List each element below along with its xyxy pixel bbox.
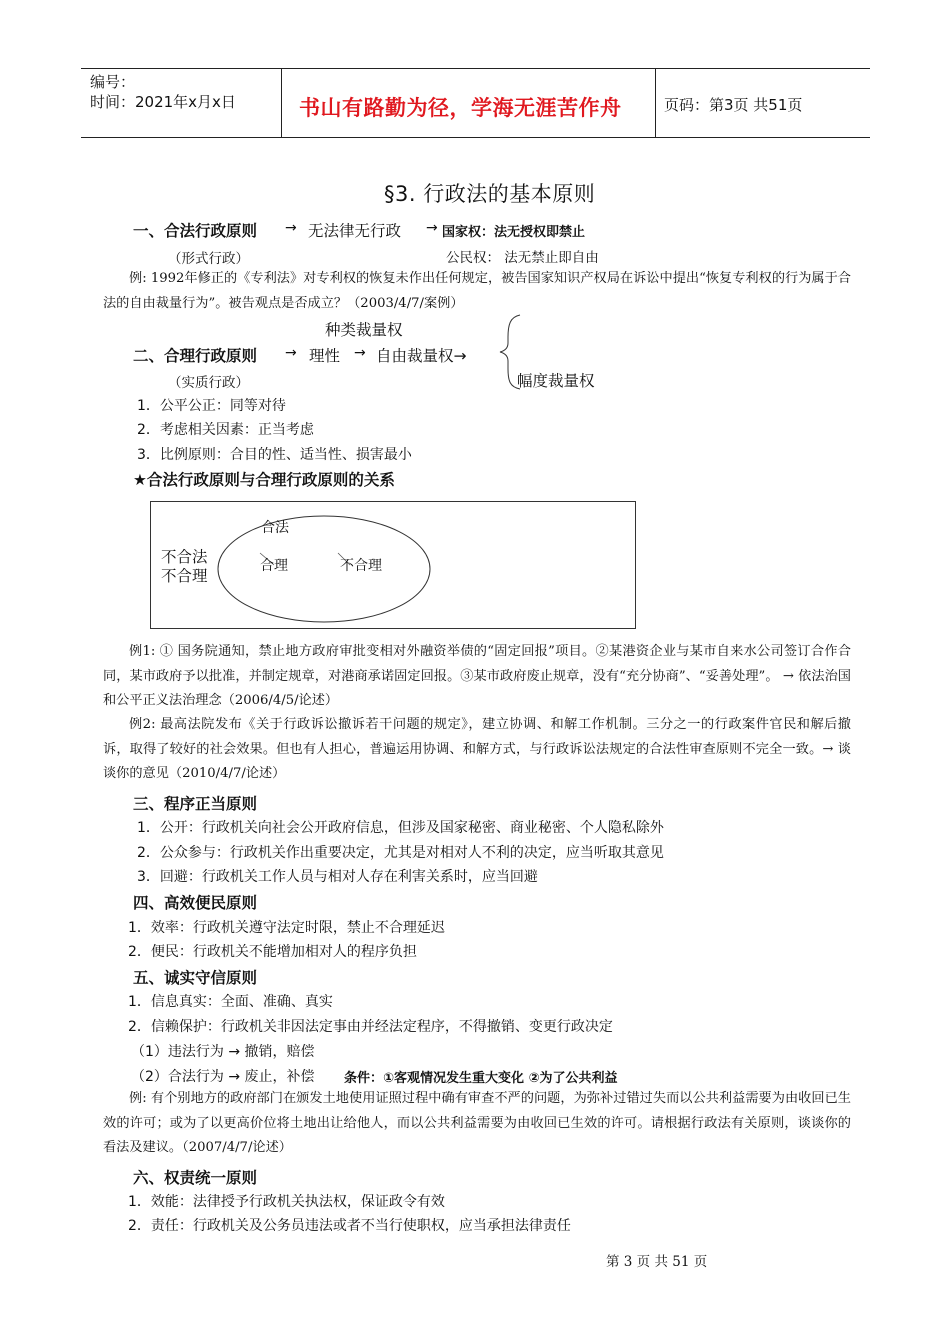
arrow: → [426, 220, 438, 236]
doc-time-label: 时间：2021年x月x日 [90, 93, 236, 111]
unreasonable-label: 不合理 [340, 558, 382, 574]
example-paragraph: 例2: 最高法院发布《关于行政诉讼撤诉若干问题的规定》，建立协调、和解工作机制。三分之一的行政案件官民和解后撤诉，取得了较好的社会效果。但也有人担心，普遍运用协调、和解方式，与行政诉讼法规定的合法性审查原则不完全一致。→ 谈谈你的意见（2010/4/7/论述） [103, 717, 851, 781]
reasonable-label: 合理 [260, 558, 288, 574]
section-heading: 二、合理行政原则 [133, 347, 258, 365]
list-item: 2．责任：行政机关及公务员违法或者不当行使职权，应当承担法律责任 [128, 1218, 571, 1234]
list-item: 1．效率：行政机关遵守法定时限，禁止不合理延迟 [128, 920, 445, 936]
header-motto: 书山有路勤为径，学海无涯苦作舟 [299, 96, 622, 120]
section-subtitle: （形式行政） [168, 251, 249, 267]
page-footer: 第 3 页 共 51 页 [606, 1254, 708, 1270]
header-page-info: 页码：第3页 共51页 [664, 96, 803, 114]
list-item: 2．信赖保护：行政机关非因法定事由并经法定程序，不得撤销、变更行政决定 [128, 1019, 613, 1035]
page-title: §3. 行政法的基本原则 [384, 182, 596, 206]
doc-number-label: 编号： [90, 73, 136, 91]
legal-label: 合法 [261, 520, 289, 536]
header-divider [655, 69, 656, 137]
section-subtitle: （实质行政） [168, 375, 249, 391]
list-item: 1．公开：行政机关向社会公开政府信息，但涉及国家秘密、商业秘密、个人隐私除外 [137, 820, 664, 836]
discretion-text: 自由裁量权→ [376, 347, 467, 365]
outside-label: 不合理 [161, 567, 208, 585]
list-item: 1．公平公正：同等对待 [137, 398, 286, 414]
list-item: （2）合法行为 → 废止，补偿 [131, 1069, 315, 1085]
arrow: → [285, 220, 297, 236]
citizen-power-text: 公民权： 法无禁止即自由 [446, 250, 599, 266]
section-heading: 三、程序正当原则 [133, 795, 258, 813]
list-item: 2．考虑相关因素：正当考虑 [137, 422, 314, 438]
section-heading: 六、权责统一原则 [133, 1169, 258, 1187]
legal-ellipse [214, 513, 434, 625]
arrow: → [354, 345, 366, 361]
list-item: 3．比例原则：合目的性、适当性、损害最小 [137, 447, 412, 463]
principle-text: 无法律无行政 [308, 222, 402, 240]
header-divider [281, 69, 282, 137]
discretion-type: 种类裁量权 [325, 321, 403, 339]
outside-label: 不合法 [161, 548, 208, 566]
section-heading: 四、高效便民原则 [133, 894, 258, 912]
example-paragraph: 例1: ① 国务院通知，禁止地方政府审批变相对外融资举债的“固定回报”项目。②某港资企业与某市自来水公司签订合作合同，某市政府予以批准，并制定规章，对港商承诺固定回报。③某市政府废止规章，没有“充分协商”、“妥善处理”。 → 依法治国和公平正义法治理念（2006/4/5/论述） [103, 644, 851, 708]
example-paragraph: 例: 1992年修正的《专利法》对专利权的恢复未作出任何规定，被告国家知识产权局在诉讼中提出“恢复专利权的行为属于合法的自由裁量行为”。被告观点是否成立？（2003/4/7/案例） [103, 271, 851, 311]
list-item: 1．信息真实：全面、准确、真实 [128, 994, 333, 1010]
reason-text: 理性 [309, 347, 341, 365]
condition-text: 条件：①客观情况发生重大变化 ②为了公共利益 [344, 1071, 618, 1086]
arrow: → [285, 345, 297, 361]
section-heading: 一、合法行政原则 [133, 222, 258, 240]
list-item: 2．公众参与：行政机关作出重要决定，尤其是对相对人不利的决定，应当听取其意见 [137, 845, 664, 861]
relation-heading: ★合法行政原则与合理行政原则的关系 [133, 471, 395, 489]
example-paragraph: 例: 有个别地方的政府部门在颁发土地使用证照过程中确有审查不严的问题，为弥补过错过失而以公共利益需要为由收回已生效的许可；或为了以更高价位将土地出让给他人，而以公共利益需要为由收回已生效的许可。请根据行政法有关原则，谈谈你的看法及建议。（2007/4/7/论述） [103, 1091, 851, 1155]
list-item: 2．便民：行政机关不能增加相对人的程序负担 [128, 944, 417, 960]
discretion-range: 幅度裁量权 [517, 372, 595, 390]
list-item: 3．回避：行政机关工作人员与相对人存在利害关系时，应当回避 [137, 869, 538, 885]
list-item: （1）违法行为 → 撤销，赔偿 [131, 1044, 315, 1060]
state-power-text: 国家权：法无授权即禁止 [442, 225, 586, 240]
list-item: 1．效能：法律授予行政机关执法权，保证政令有效 [128, 1194, 445, 1210]
section-heading: 五、诚实守信原则 [133, 969, 258, 987]
